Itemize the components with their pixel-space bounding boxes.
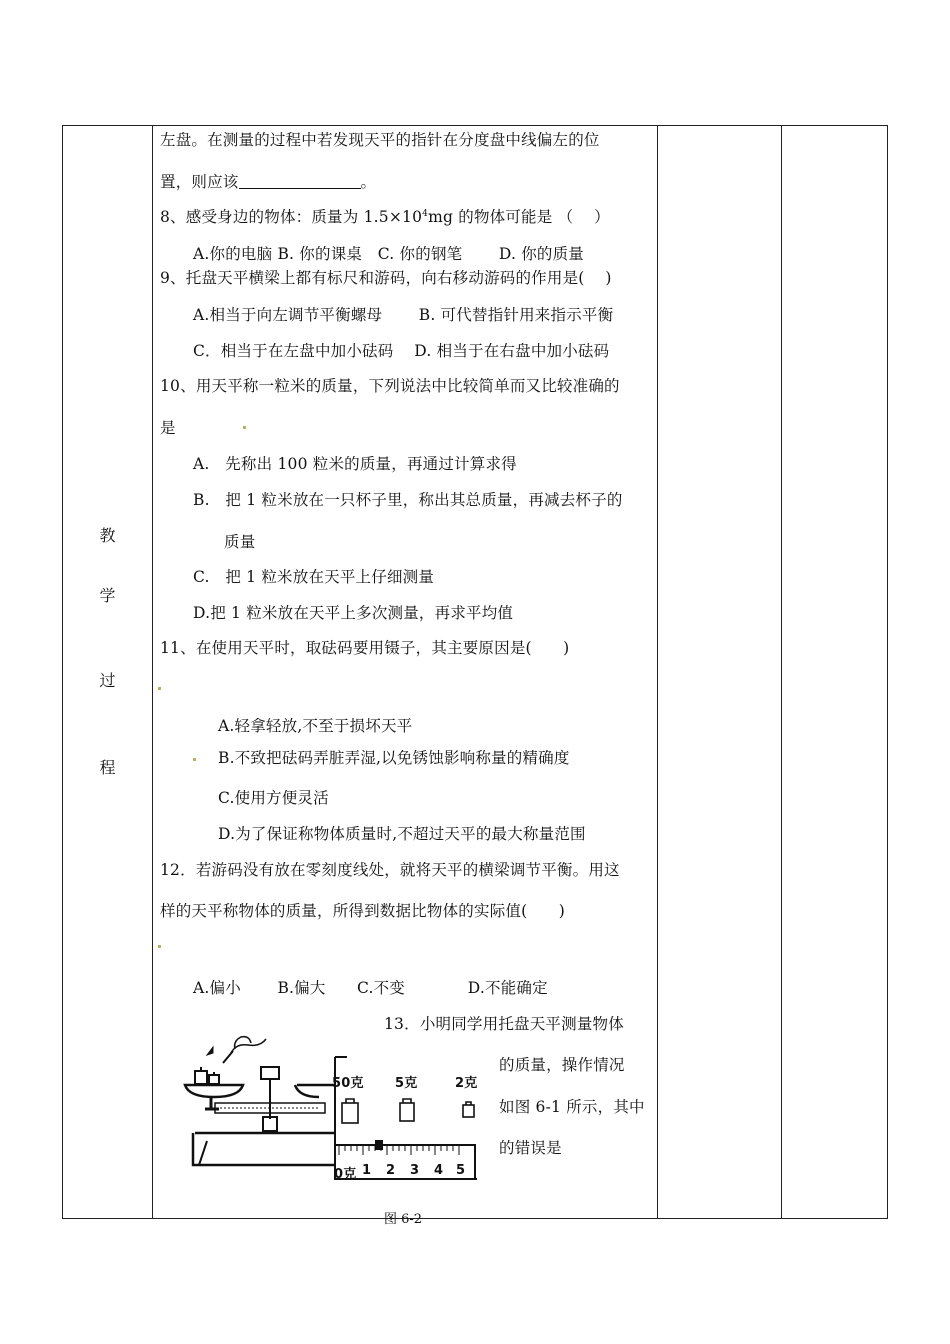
option: B.不致把砝码弄脏弄湿,以免锈蚀影响称量的精确度 — [218, 749, 570, 767]
weight-label: 50克 — [332, 1076, 364, 1091]
question-13: 的质量，操作情况 — [499, 1056, 625, 1074]
column-divider — [657, 126, 658, 1218]
option: 质量 — [224, 533, 256, 551]
option: B. 把 1 粒米放在一只杯子里，称出其总质量，再减去杯子的 — [193, 491, 623, 509]
question-12: 12．若游码没有放在零刻度线处，就将天平的横梁调节平衡。用这 — [160, 861, 620, 879]
option: C. 把 1 粒米放在天平上仔细测量 — [193, 568, 435, 586]
weight-label: 5克 — [395, 1076, 418, 1091]
text-line — [160, 170, 376, 192]
weight-label: 2克 — [455, 1076, 478, 1091]
text-fragment: 。 — [360, 173, 377, 191]
question-13: 的错误是 — [499, 1139, 562, 1157]
ruler-label: 5 — [456, 1163, 466, 1178]
side-label-char: 程 — [99, 758, 116, 777]
question-11: 11、在使用天平时，取砝码要用镊子，其主要原因是( ) — [160, 639, 570, 657]
ruler-label: 0克 — [334, 1167, 357, 1182]
option: A. 先称出 100 粒米的质量，再通过计算求得 — [193, 455, 517, 473]
dot-mark — [193, 758, 196, 761]
dot-mark — [243, 426, 246, 429]
question-12-options: A.偏小 B.偏大 C.不变 D.不能确定 — [193, 979, 548, 997]
option: C.使用方便灵活 — [218, 789, 329, 807]
balance-illustration — [175, 1025, 335, 1173]
option: A.轻拿轻放,不至于损坏天平 — [218, 717, 413, 735]
text-line: 左盘。在测量的过程中若发现天平的指针在分度盘中线偏左的位 — [160, 131, 600, 149]
option: D.为了保证称物体质量时,不超过天平的最大称量范围 — [218, 825, 586, 843]
question-9-options: C．相当于在左盘中加小砝码 D. 相当于在右盘中加小砝码 — [193, 342, 610, 360]
side-label-char: 教 — [99, 526, 116, 545]
side-label-char: 学 — [99, 586, 116, 605]
figure-caption: 图 6-2 — [384, 1212, 423, 1227]
dot-mark — [158, 687, 161, 690]
question-8 — [160, 205, 610, 227]
side-label-char: 过 — [99, 671, 116, 690]
answer-blank — [239, 174, 361, 189]
column-divider — [781, 126, 782, 1218]
question-9: 9、托盘天平横梁上都有标尺和游码，向右移动游码的作用是( ) — [160, 269, 612, 287]
text-fragment: 置，则应该 — [160, 173, 239, 191]
question-9-options: A.相当于向左调节平衡螺母 B. 可代替指针用来指示平衡 — [193, 306, 614, 324]
text-fragment: 8、感受身边的物体：质量为 1.5×10 — [160, 208, 423, 226]
question-12: 样的天平称物体的质量，所得到数据比物体的实际值( ) — [160, 902, 565, 920]
superscript: 4 — [422, 209, 429, 219]
ruler-label: 3 — [410, 1163, 420, 1178]
dot-mark — [158, 945, 161, 948]
option: D.把 1 粒米放在天平上多次测量，再求平均值 — [193, 604, 514, 622]
question-10: 是 — [160, 419, 176, 437]
text-fragment: mg 的物体可能是 （ ） — [428, 208, 610, 226]
ruler-label: 2 — [386, 1163, 396, 1178]
question-13: 如图 6-1 所示，其中 — [499, 1098, 645, 1116]
question-13: 13．小明同学用托盘天平测量物体 — [384, 1015, 624, 1033]
question-8-options: A.你的电脑 B. 你的课桌 C. 你的钢笔 D. 你的质量 — [193, 245, 585, 263]
column-divider — [152, 126, 153, 1218]
question-10: 10、用天平称一粒米的质量，下列说法中比较简单而又比较准确的 — [160, 377, 620, 395]
ruler-label: 4 — [434, 1163, 444, 1178]
ruler-label: 1 — [362, 1163, 372, 1178]
